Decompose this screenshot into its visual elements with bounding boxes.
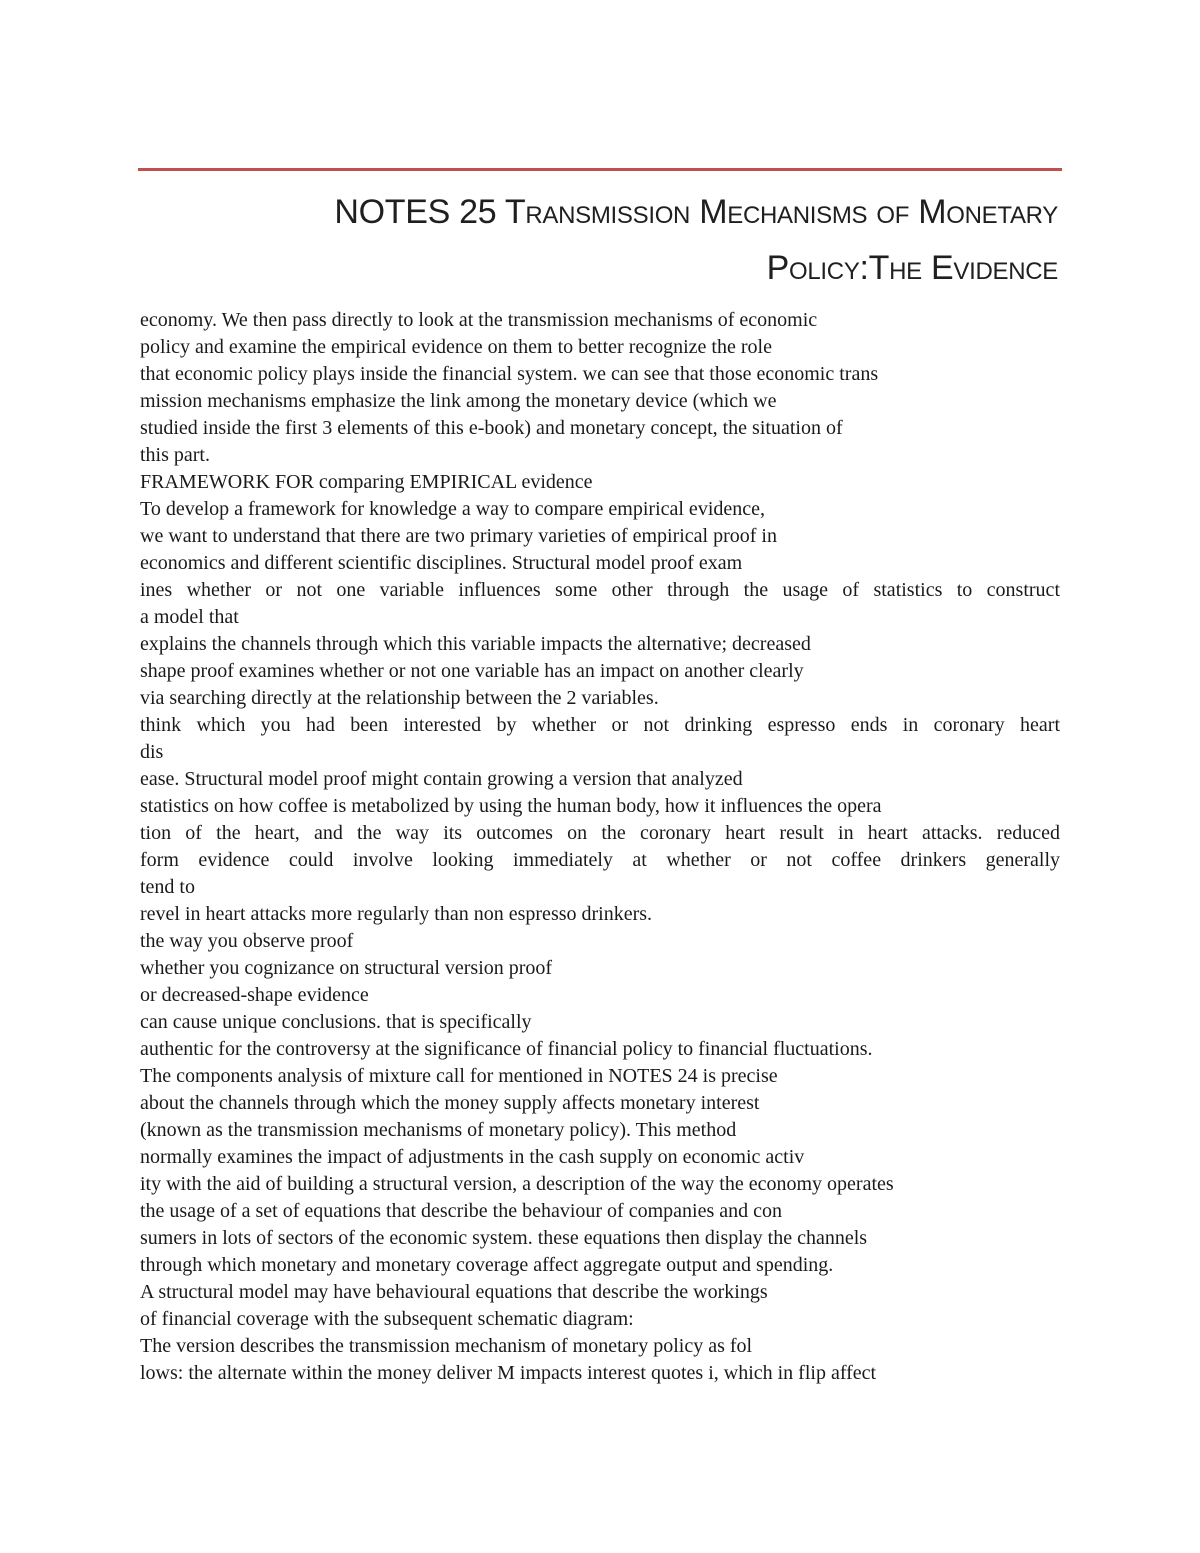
text-line: can cause unique conclusions. that is specifically [140,1011,532,1033]
text-line: through which monetary and monetary coverage affect aggregate output and spending. [140,1254,834,1276]
text-line: economics and different scientific disciplines. Structural model proof exam [140,552,743,574]
page-title [138,184,1058,296]
page-title-line-1: NOTES 25 Transmission Mechanisms of Monetary [334,193,1058,231]
text-line: authentic for the controversy at the significance of financial policy to financial fluctuations. [140,1038,873,1060]
text-line: economy. We then pass directly to look at the transmission mechanisms of economic [140,309,818,331]
text-line: about the channels through which the money supply affects monetary interest [140,1092,760,1114]
header-rule [138,168,1062,171]
text-line: form evidence could involve looking immediately at whether or not coffee drinkers generally [140,849,1060,871]
text-line: revel in heart attacks more regularly than non espresso drinkers. [140,903,653,925]
text-line: (known as the transmission mechanisms of monetary policy). This method [140,1119,737,1141]
text-line: The version describes the transmission mechanism of monetary policy as fol [140,1335,753,1357]
text-line: that economic policy plays inside the financial system. we can see that those economic trans [140,363,879,385]
page-title-line-2: Policy:The Evidence [766,249,1058,287]
text-line: we want to understand that there are two primary varieties of empirical proof in [140,525,777,547]
text-line: think which you had been interested by whether or not drinking espresso ends in coronary heart [140,714,1060,736]
text-line: a model that [140,606,239,628]
body-text [140,307,1060,1387]
text-line: A structural model may have behavioural equations that describe the workings [140,1281,768,1303]
text-line: lows: the alternate within the money deliver M impacts interest quotes i, which in flip affect [140,1362,877,1384]
text-line: ines whether or not one variable influences some other through the usage of statistics to construct [140,579,1060,601]
text-line: tion of the heart, and the way its outcomes on the coronary heart result in heart attacks. reduced [140,822,1060,844]
text-line: whether you cognizance on structural version proof [140,957,553,979]
text-line: the way you observe proof [140,930,354,952]
text-line: of financial coverage with the subsequent schematic diagram: [140,1308,634,1330]
text-line: sumers in lots of sectors of the economic system. these equations then display the channels [140,1227,868,1249]
text-line: or decreased-shape evidence [140,984,369,1006]
text-line: To develop a framework for knowledge a way to compare empirical evidence, [140,498,765,520]
text-line: tend to [140,876,195,898]
text-line: normally examines the impact of adjustments in the cash supply on economic activ [140,1146,805,1168]
text-line: this part. [140,444,210,466]
section-heading: FRAMEWORK FOR comparing EMPIRICAL evidence [140,471,593,493]
text-line: policy and examine the empirical evidence on them to better recognize the role [140,336,772,358]
text-line: the usage of a set of equations that describe the behaviour of companies and con [140,1200,783,1222]
text-line: statistics on how coffee is metabolized by using the human body, how it influences the opera [140,795,882,817]
text-line: via searching directly at the relationship between the 2 variables. [140,687,659,709]
text-line: mission mechanisms emphasize the link among the monetary device (which we [140,390,777,412]
text-line: explains the channels through which this variable impacts the alternative; decreased [140,633,811,655]
text-line: ease. Structural model proof might contain growing a version that analyzed [140,768,743,790]
text-line: dis [140,741,164,763]
text-line: The components analysis of mixture call for mentioned in NOTES 24 is precise [140,1065,778,1087]
text-line: shape proof examines whether or not one variable has an impact on another clearly [140,660,804,682]
text-line: studied inside the first 3 elements of this e-book) and monetary concept, the situation of [140,417,843,439]
text-line: ity with the aid of building a structural version, a description of the way the economy operates [140,1173,894,1195]
